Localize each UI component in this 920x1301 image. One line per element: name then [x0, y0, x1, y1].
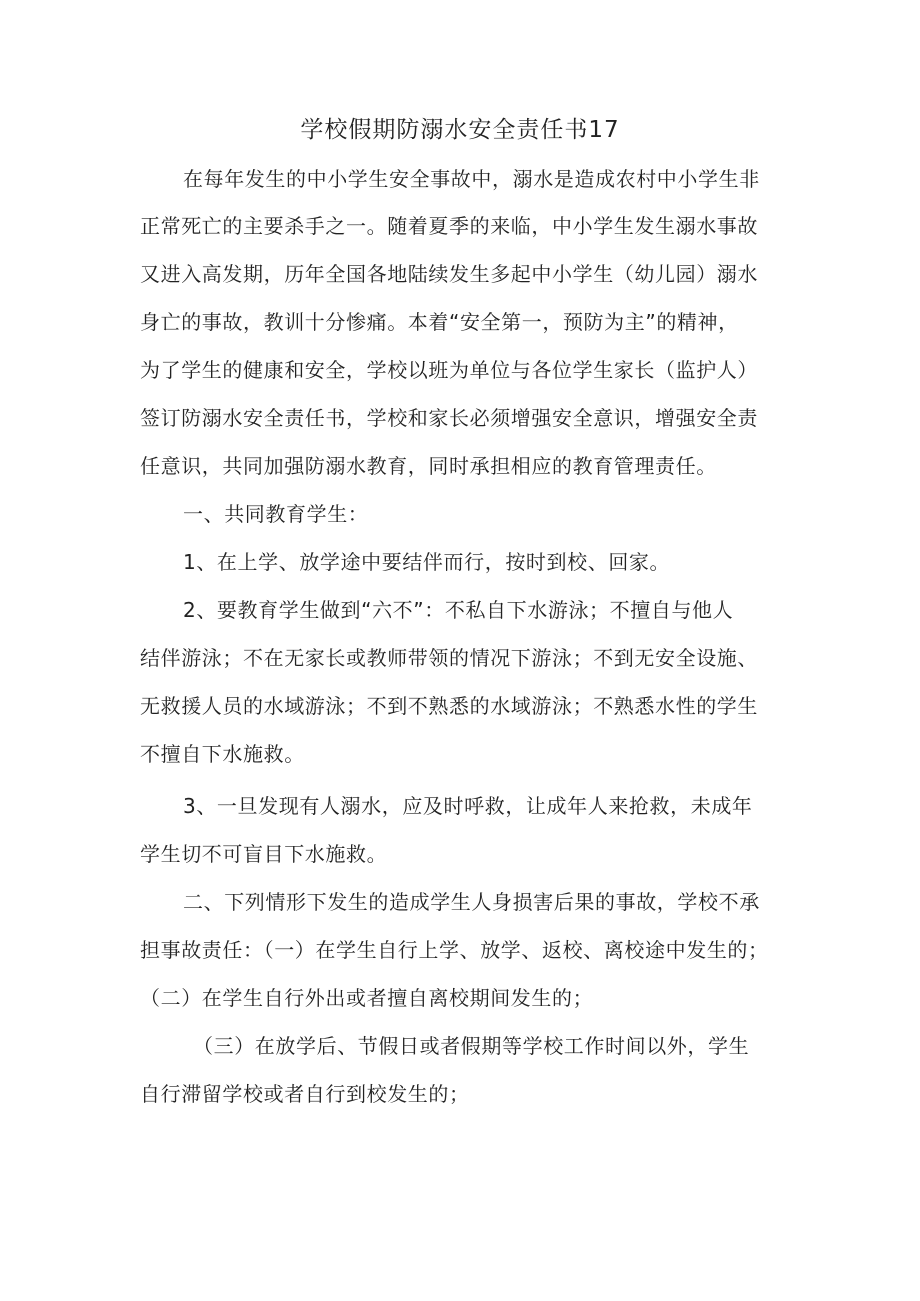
section-heading: 一、共同教育学生： — [183, 502, 369, 526]
paragraph-line: 任意识，共同加强防溺水教育，同时承担相应的教育管理责任。 — [140, 454, 717, 478]
paragraph-line: 自行滞留学校或者自行到校发生的； — [140, 1082, 470, 1106]
paragraph-line: 在每年发生的中小学生安全事故中，溺水是造成农村中小学生非 — [183, 167, 760, 191]
paragraph-line: 签订防溺水安全责任书，学校和家长必须增强安全意识，增强安全责 — [140, 406, 758, 430]
paragraph-line: 无救援人员的水域游泳；不到不熟悉的水域游泳；不熟悉水性的学生 — [140, 694, 758, 718]
paragraph-line: 担事故责任：（一）在学生自行上学、放学、返校、离校途中发生的； — [140, 938, 769, 962]
paragraph-line: 为了学生的健康和安全，学校以班为单位与各位学生家长（监护人） — [140, 358, 758, 382]
paragraph-line: 又进入高发期，历年全国各地陆续发生多起中小学生（幼儿园）溺水 — [140, 262, 758, 286]
list-item: 1、在上学、放学途中要结伴而行，按时到校、回家。 — [183, 550, 671, 574]
paragraph-line: 学生切不可盲目下水施救。 — [140, 842, 388, 866]
paragraph-line: 结伴游泳；不在无家长或教师带领的情况下游泳；不到无安全设施、 — [140, 646, 758, 670]
paragraph-line: （二）在学生自行外出或者擅自离校期间发生的； — [140, 986, 594, 1010]
paragraph-line: （三）在放学后、节假日或者假期等学校工作时间以外，学生 — [193, 1034, 750, 1058]
paragraph-line: 身亡的事故，教训十分惨痛。本着“安全第一，预防为主”的精神， — [140, 310, 739, 334]
list-item: 3、一旦发现有人溺水，应及时呼救，让成年人来抢救，未成年 — [183, 794, 753, 818]
section-heading: 二、下列情形下发生的造成学生人身损害后果的事故，学校不承 — [183, 890, 760, 914]
document-title: 学校假期防溺水安全责任书17 — [300, 117, 620, 143]
paragraph-line: 正常死亡的主要杀手之一。随着夏季的来临，中小学生发生溺水事故 — [140, 214, 758, 238]
list-item: 2、要教育学生做到“六不”：不私自下水游泳；不擅自与他人 — [183, 598, 734, 622]
paragraph-line: 不擅自下水施救。 — [140, 742, 305, 766]
